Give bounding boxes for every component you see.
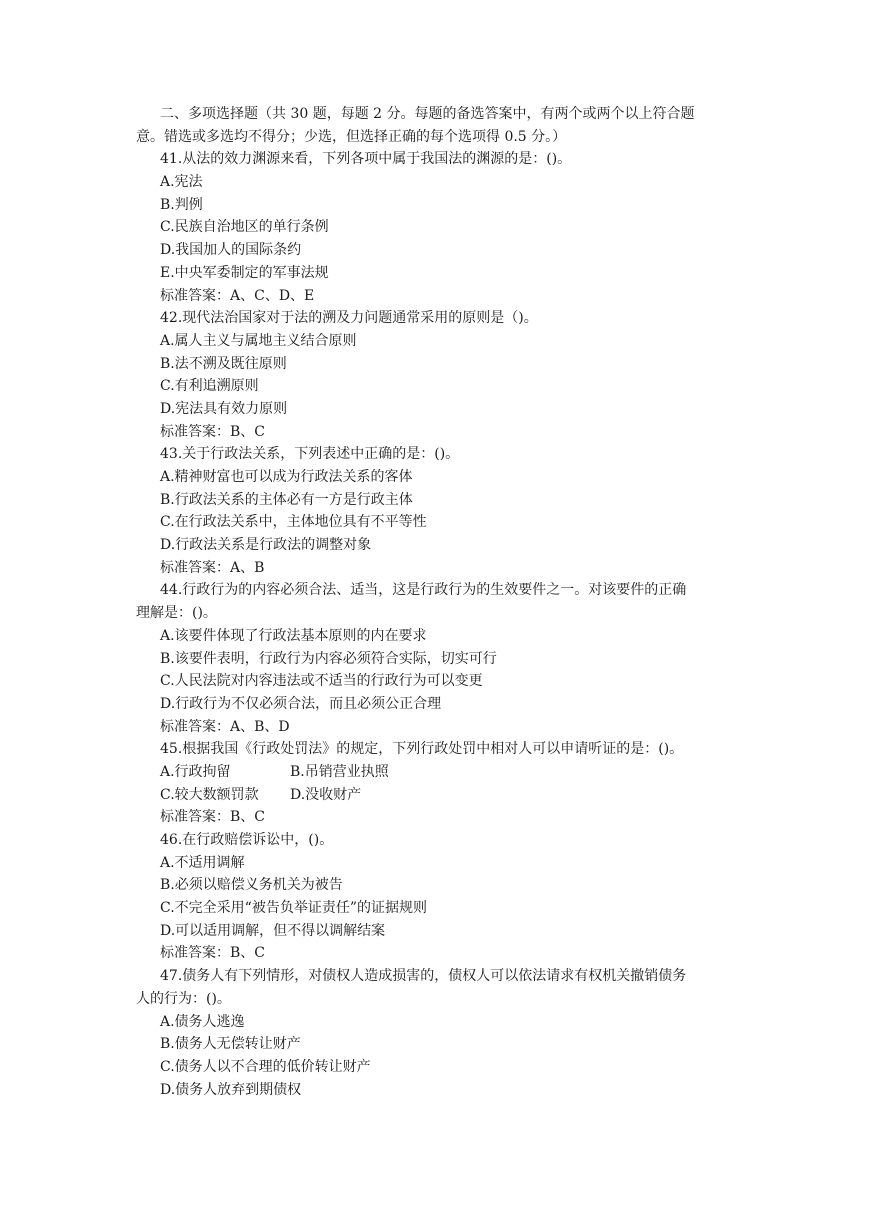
question-42-option-b: B.法不溯及既往原则 (160, 355, 287, 372)
question-46-option-b: B.必须以赔偿义务机关为被告 (160, 877, 343, 894)
section-heading-line-1: 二、多项选择题（共 30 题，每题 2 分。每题的备选答案中，有两个或两个以上符合题 (160, 106, 695, 122)
question-45-options-row-1 (160, 761, 740, 784)
question-45-option-b: B.吊销营业执照 (290, 763, 389, 780)
question-41-option-a: A.宪法 (160, 174, 203, 191)
question-44-option-c: C.人民法院对内容违法或不适当的行政行为可以变更 (160, 673, 483, 690)
question-46-option-c: C.不完全采用“被告负举证责任”的证据规则 (160, 900, 427, 917)
question-42-answer: 标准答案：B、C (160, 423, 265, 440)
question-42-option-c: C.有利追溯原则 (160, 378, 259, 395)
question-47-option-d: D.债务人放弃到期债权 (160, 1081, 302, 1098)
question-45-option-d: D.没收财产 (290, 786, 362, 803)
question-45-option-c: C.较大数额罚款 (160, 786, 259, 803)
question-47-option-a: A.债务人逃逸 (160, 1013, 245, 1030)
question-41-option-e: E.中央军委制定的军事法规 (160, 264, 329, 281)
question-41-answer: 标准答案：A、C、D、E (160, 287, 315, 304)
question-44-stem: 44.行政行为的内容必须合法、适当，这是行政行为的生效要件之一。对该要件的正确 (160, 582, 687, 599)
question-46-option-a: A.不适用调解 (160, 854, 245, 871)
question-47-stem: 47.债务人有下列情形，对债权人造成损害的，债权人可以依法请求有权机关撤销债务 (160, 968, 687, 985)
question-42-stem: 42.现代法治国家对于法的溯及力问题通常采用的原则是（)。 (160, 310, 538, 327)
question-47-option-c: C.债务人以不合理的低价转让财产 (160, 1058, 371, 1075)
question-46-answer: 标准答案：B、C (160, 945, 265, 962)
question-41-stem: 41.从法的效力渊源来看，下列各项中属于我国法的渊源的是：()。 (160, 151, 572, 168)
question-44-stem-continued: 理解是：()。 (136, 605, 217, 622)
document-page (136, 103, 740, 1101)
question-43-option-c: C.在行政法关系中，主体地位具有不平等性 (160, 514, 427, 531)
question-45-answer: 标准答案：B、C (160, 809, 265, 826)
question-41-option-d: D.我国加人的国际条约 (160, 242, 302, 259)
question-47-stem-continued: 人的行为：()。 (136, 990, 231, 1007)
question-41-option-b: B.判例 (160, 196, 203, 213)
question-45-options-row-2 (160, 784, 740, 807)
question-43-option-b: B.行政法关系的主体必有一方是行政主体 (160, 491, 413, 508)
question-45-stem: 45.根据我国《行政处罚法》的规定，下列行政处罚中相对人可以申请听证的是：()。 (160, 741, 684, 758)
question-43-option-d: D.行政法关系是行政法的调整对象 (160, 537, 372, 554)
question-43-option-a: A.精神财富也可以成为行政法关系的客体 (160, 469, 413, 485)
question-47-option-b: B.债务人无偿转让财产 (160, 1036, 301, 1053)
section-heading-line-2: 意。错选或多选均不得分；少选，但选择正确的每个选项得 0.5 分。） (136, 128, 567, 145)
question-46-stem: 46.在行政赔偿诉讼中，()。 (160, 832, 334, 848)
question-42-option-a: A.属人主义与属地主义结合原则 (160, 332, 357, 349)
question-46-option-d: D.可以适用调解，但不得以调解结案 (160, 922, 386, 939)
question-44-option-d: D.行政行为不仅必须合法，而且必须公正合理 (160, 695, 442, 712)
question-44-answer: 标准答案：A、B、D (160, 718, 290, 735)
question-42-option-d: D.宪法具有效力原则 (160, 400, 288, 417)
question-41-option-c: C.民族自治地区的单行条例 (160, 219, 329, 236)
question-43-answer: 标准答案：A、B (160, 559, 265, 576)
question-44-option-a: A.该要件体现了行政法基本原则的内在要求 (160, 627, 427, 644)
question-45-option-a: A.行政拘留 (160, 763, 231, 780)
question-43-stem: 43.关于行政法关系，下列表述中正确的是：()。 (160, 446, 460, 463)
question-44-option-b: B.该要件表明，行政行为内容必须符合实际，切实可行 (160, 650, 497, 667)
